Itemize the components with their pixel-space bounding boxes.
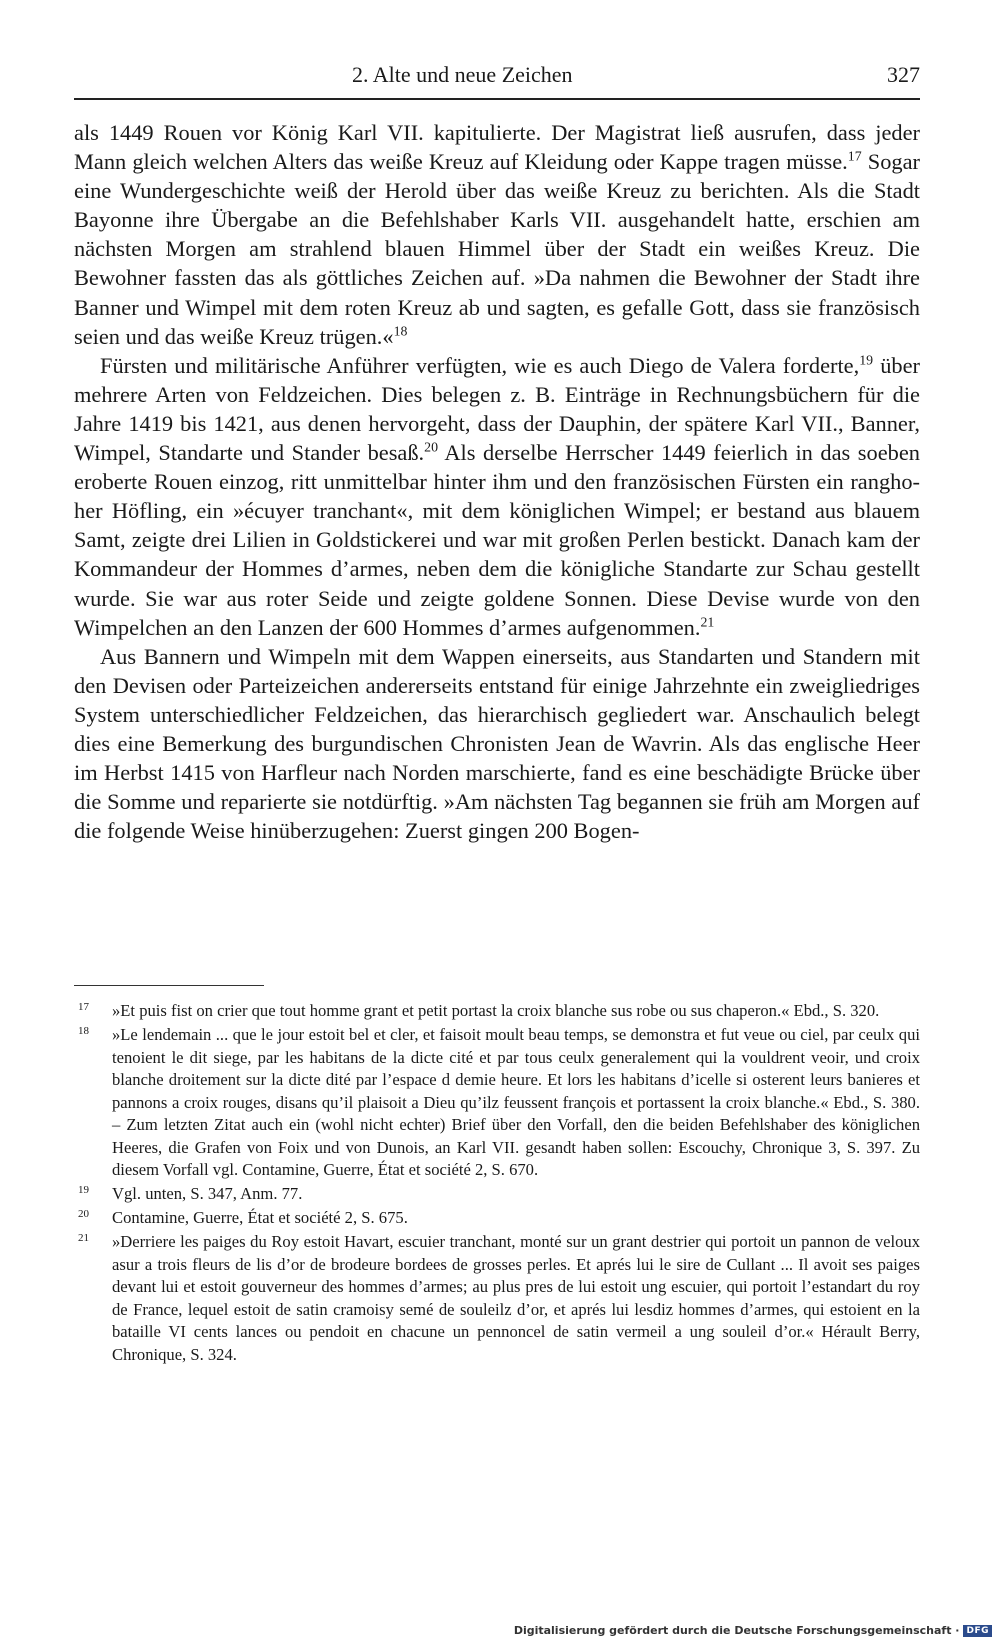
footnote-ref: 19 [859,353,874,369]
text-run: Als derselbe Herrscher 1449 feierlich in das soeben eroberte Rouen einzog, ritt unmittelbar hinter ihm und den französischen Fürsten ein ranghoher Höfling, ein »écuyer tranchant«, mit dem königlichen Wimpel; er bestand aus blauem Samt, zeigte drei Lilien in Goldstickerei und war mit großen Perlen bestickt. Danach kam der Kommandeur der Hommes d’armes, neben dem die königliche Standarte zur Schau gestellt wurde. Sie war aus roter Seide und zeigte goldene Sonnen. Diese Devise wurde von den Wimpelchen an den Lanzen der 600 Hommes d’armes aufgenommen. [74,440,920,640]
main-text [74,118,920,845]
footnote-text: »Le lendemain ... que le jour estoit bel et cler, et faisoit moult beau temps, se demonstra et fut veue ou ciel, par ceulx qui tenoient le dit siege, par les habitans de la dicte cité et par tous ceulx generalement qui la vouldrent veoir, und croix blanche droitement sur la dicte dité par l’espace d demie heure. Et lors les habitans d’icelle si osterent leurs banieres et pannons a croix rouges, disans qu’il plaisoit a Dieu qu’ilz feussent françois et portassent la croix blanche.« Ebd., S. 380. – Zum letzten Zitat auch ein (wohl nicht echter) Brief über den Vorfall, den die beiden Befehlshaber des königlichen Heeres, die Grafen von Foix und von Dunois, an Karl VII. gesandt haben sollen: Escouchy, Chronique 3, S. 397. Zu diesem Vorfall vgl. Contamine, Guerre, État et société 2, S. 670. [112,1025,920,1179]
header-rule [74,98,920,100]
footnote-number: 18 [78,1025,89,1037]
footnote-ref: 17 [847,149,862,165]
footnote-number: 19 [78,1184,89,1196]
footnote-ref: 18 [393,324,408,340]
chapter-title: 2. Alte und neue Zeichen [352,62,573,87]
footnote [74,1207,920,1230]
text-run: Sogar eine Wundergeschichte weiß der Herold über das weiße Kreuz zu berichten. Als die Stadt Bayonne ihre Übergabe an die Befehlshaber Karls VII. ausgehandelt hatte, erschien am nächsten Morgen am strahlend blauen Himmel über der Stadt ein weißes Kreuz. Die Bewohner fassten das als göttliches Zeichen auf. »Da nahmen die Bewohner der Stadt ihre Banner und Wimpel mit dem roten Kreuz ab und sagten, es gefalle Gott, dass sie französisch seien und das weiße Kreuz trügen.« [74,149,920,349]
text-run: als 1449 Rouen vor König Karl VII. kapitulierte. Der Magistrat ließ ausrufen, dass jeder Mann gleich welchen Alters das weiße Kreuz auf Kleidung oder Kappe tragen müsse. [74,120,920,175]
footnote-number: 21 [78,1232,89,1244]
footnote [74,1183,920,1206]
footnote [74,1024,920,1182]
footnote-text: »Derriere les paiges du Roy estoit Havart, escuier tranchant, monté sur un grant destrier qui portoit un pannon de veloux asur a trois fleurs de lis d’or de brodeure bordees de grosses perles. Et aprés lui le sire de Cullant ... Il avoit ses paiges devant lui et estoit gouverneur des hommes d’armes; au plus pres de lui estoit ung escuier, qui portoit l’estandart du roy de France, lequel estoit de satin cramoisy semé de souleilz d’or, et aprés lui lesdiz hommes d’armes, qui estoient en la bataille VI cents lances ou pendoit en chacune un pennoncel de satin vermeil a ung souleil d’or.« Hérault Berry, Chronique, S. 324. [112,1232,920,1364]
footnote-ref: 20 [424,440,439,456]
text-run: Aus Bannern und Wimpeln mit dem Wappen einerseits, aus Standarten und Standern mit den Devisen oder Parteizeichen andererseits entstand für einige Jahrzehnte ein zweigliedriges System unterschiedlicher Feldzeichen, das hierarchisch gegliedert war. Anschaulich belegt dies eine Bemerkung des burgundischen Chronisten Jean de Wavrin. Als das englische Heer im Herbst 1415 von Harfleur nach Norden marschierte, fand es eine beschädigte Brücke über die Somme und reparierte sie notdürftig. »Am nächsten Tag begannen sie früh am Morgen auf die folgende Weise hinüberzugehen: Zuerst gingen 200 Bogen- [74,643,920,844]
footnote-number: 17 [78,1001,89,1013]
footnote [74,1231,920,1366]
running-header [74,60,920,94]
footnote-text: Contamine, Guerre, État et société 2, S. 675. [112,1208,408,1227]
dfg-logo-icon: DFG [963,1625,992,1637]
footnote-text: Vgl. unten, S. 347, Anm. 77. [112,1184,303,1203]
footnote-number: 20 [78,1208,89,1220]
digitization-credit [514,1624,992,1637]
paragraph [74,642,920,846]
text-run: über mehrere Arten von Feldzeichen. Dies belegen z. B. Einträge in Rechnungsbüchern für die Jahre 1419 bis 1421, aus denen hervorgeht, dass der Dauphin, der spätere Karl VII., Banner, Wimpel, Standarte und Stander besaß. [74,352,920,466]
footnote [74,1000,920,1023]
text-run: Fürsten und militärische Anführer verfügten, wie es auch Diego de Valera forderte, [100,352,860,378]
footnotes [74,1000,920,1368]
footnote-rule [74,985,264,986]
footnote-text: »Et puis fist on crier que tout homme grant et petit portast la croix blanche sus robe ou sus chaperon.« Ebd., S. 320. [112,1001,880,1020]
footnote-ref: 21 [700,615,715,631]
paragraph [74,118,920,351]
digitization-note: Digitalisierung gefördert durch die Deutsche Forschungsgemeinschaft · [513,1624,960,1637]
paragraph [74,351,920,642]
page-number: 327 [887,62,920,87]
